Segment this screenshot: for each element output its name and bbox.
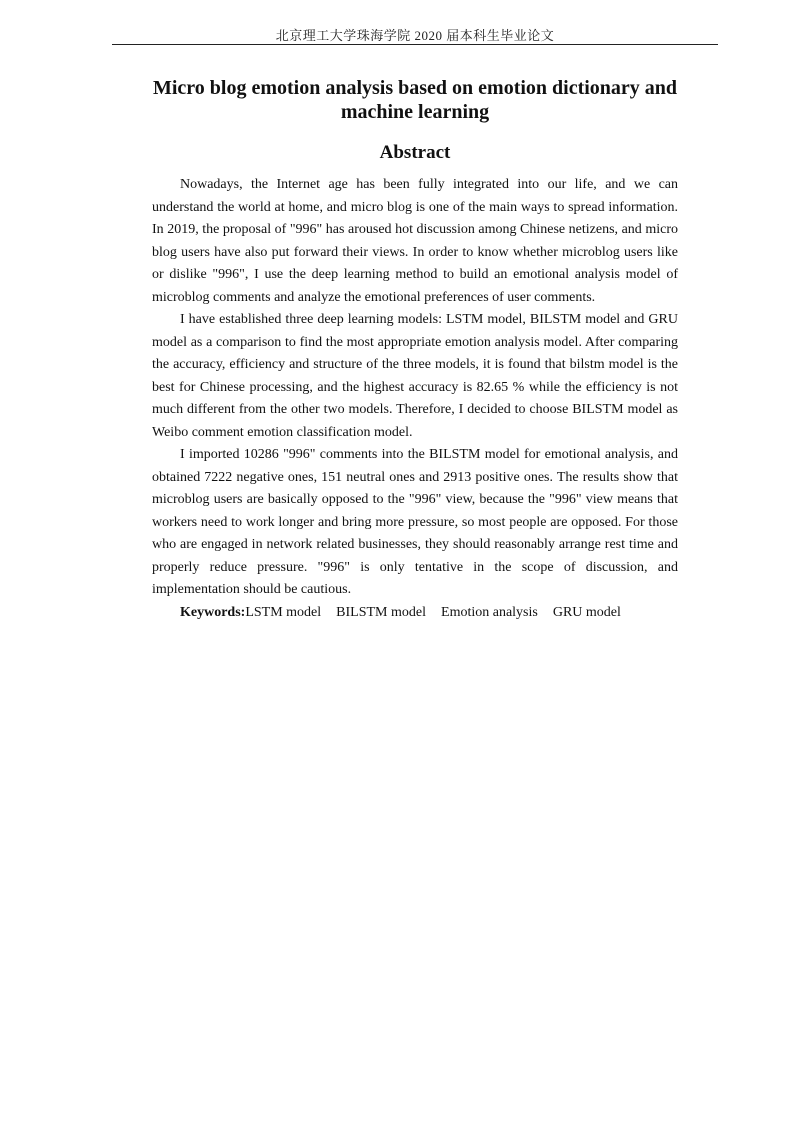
abstract-heading: Abstract (379, 142, 451, 163)
running-header: 北京理工大学珠海学院 2020 届本科生毕业论文 (275, 28, 555, 43)
keyword: Emotion analysis (441, 604, 538, 620)
keywords-label: Keywords: (180, 604, 246, 620)
abstract-paragraph: Nowadays, the Internet age has been fully integrated into our life, and we can understand the world at home, and micro blog is one of the main ways to spread information. In 2019, the proposal of "996" has aroused hot discussion among Chinese netizens, and micro blog users have also put forward their views. In order to know whether microblog users like or dislike "996", I use the deep learning method to build an emotional analysis model of microblog comments and analyze the emotional preferences of user comments. (152, 177, 678, 305)
abstract-paragraph: I imported 10286 "996" comments into the BILSTM model for emotional analysis, and obtained 7222 negative ones, 151 neutral ones and 2913 positive ones. The results show that microblog users are basically opposed to the "996" view, because the "996" view means that workers need to work longer and bring more pressure, so most people are opposed. For those who are engaged in network related businesses, they should reasonably arrange rest time and properly reduce pressure. "996" is only tentative in the scope of discussion, and implementation should be cautious. (152, 447, 678, 597)
keyword: LSTM model (245, 604, 322, 620)
keyword: BILSTM model (336, 604, 427, 620)
header-rule (112, 44, 718, 45)
keywords-line (152, 602, 678, 625)
keyword: GRU model (552, 604, 621, 620)
abstract-body (152, 174, 678, 624)
abstract-paragraph: I have established three deep learning models: LSTM model, BILSTM model and GRU model as a comparison to find the most appropriate emotion analysis model. After comparing the accuracy, efficiency and structure of the three models, it is found that bilstm model is the best for Chinese processing, and the highest accuracy is 82.65 % while the efficiency is not much different from the other two models. Therefore, I decided to choose BILSTM model as Weibo comment emotion classification model. (152, 312, 678, 440)
paper-title: Micro blog emotion analysis based on emotion dictionary and machine learning (152, 77, 678, 123)
